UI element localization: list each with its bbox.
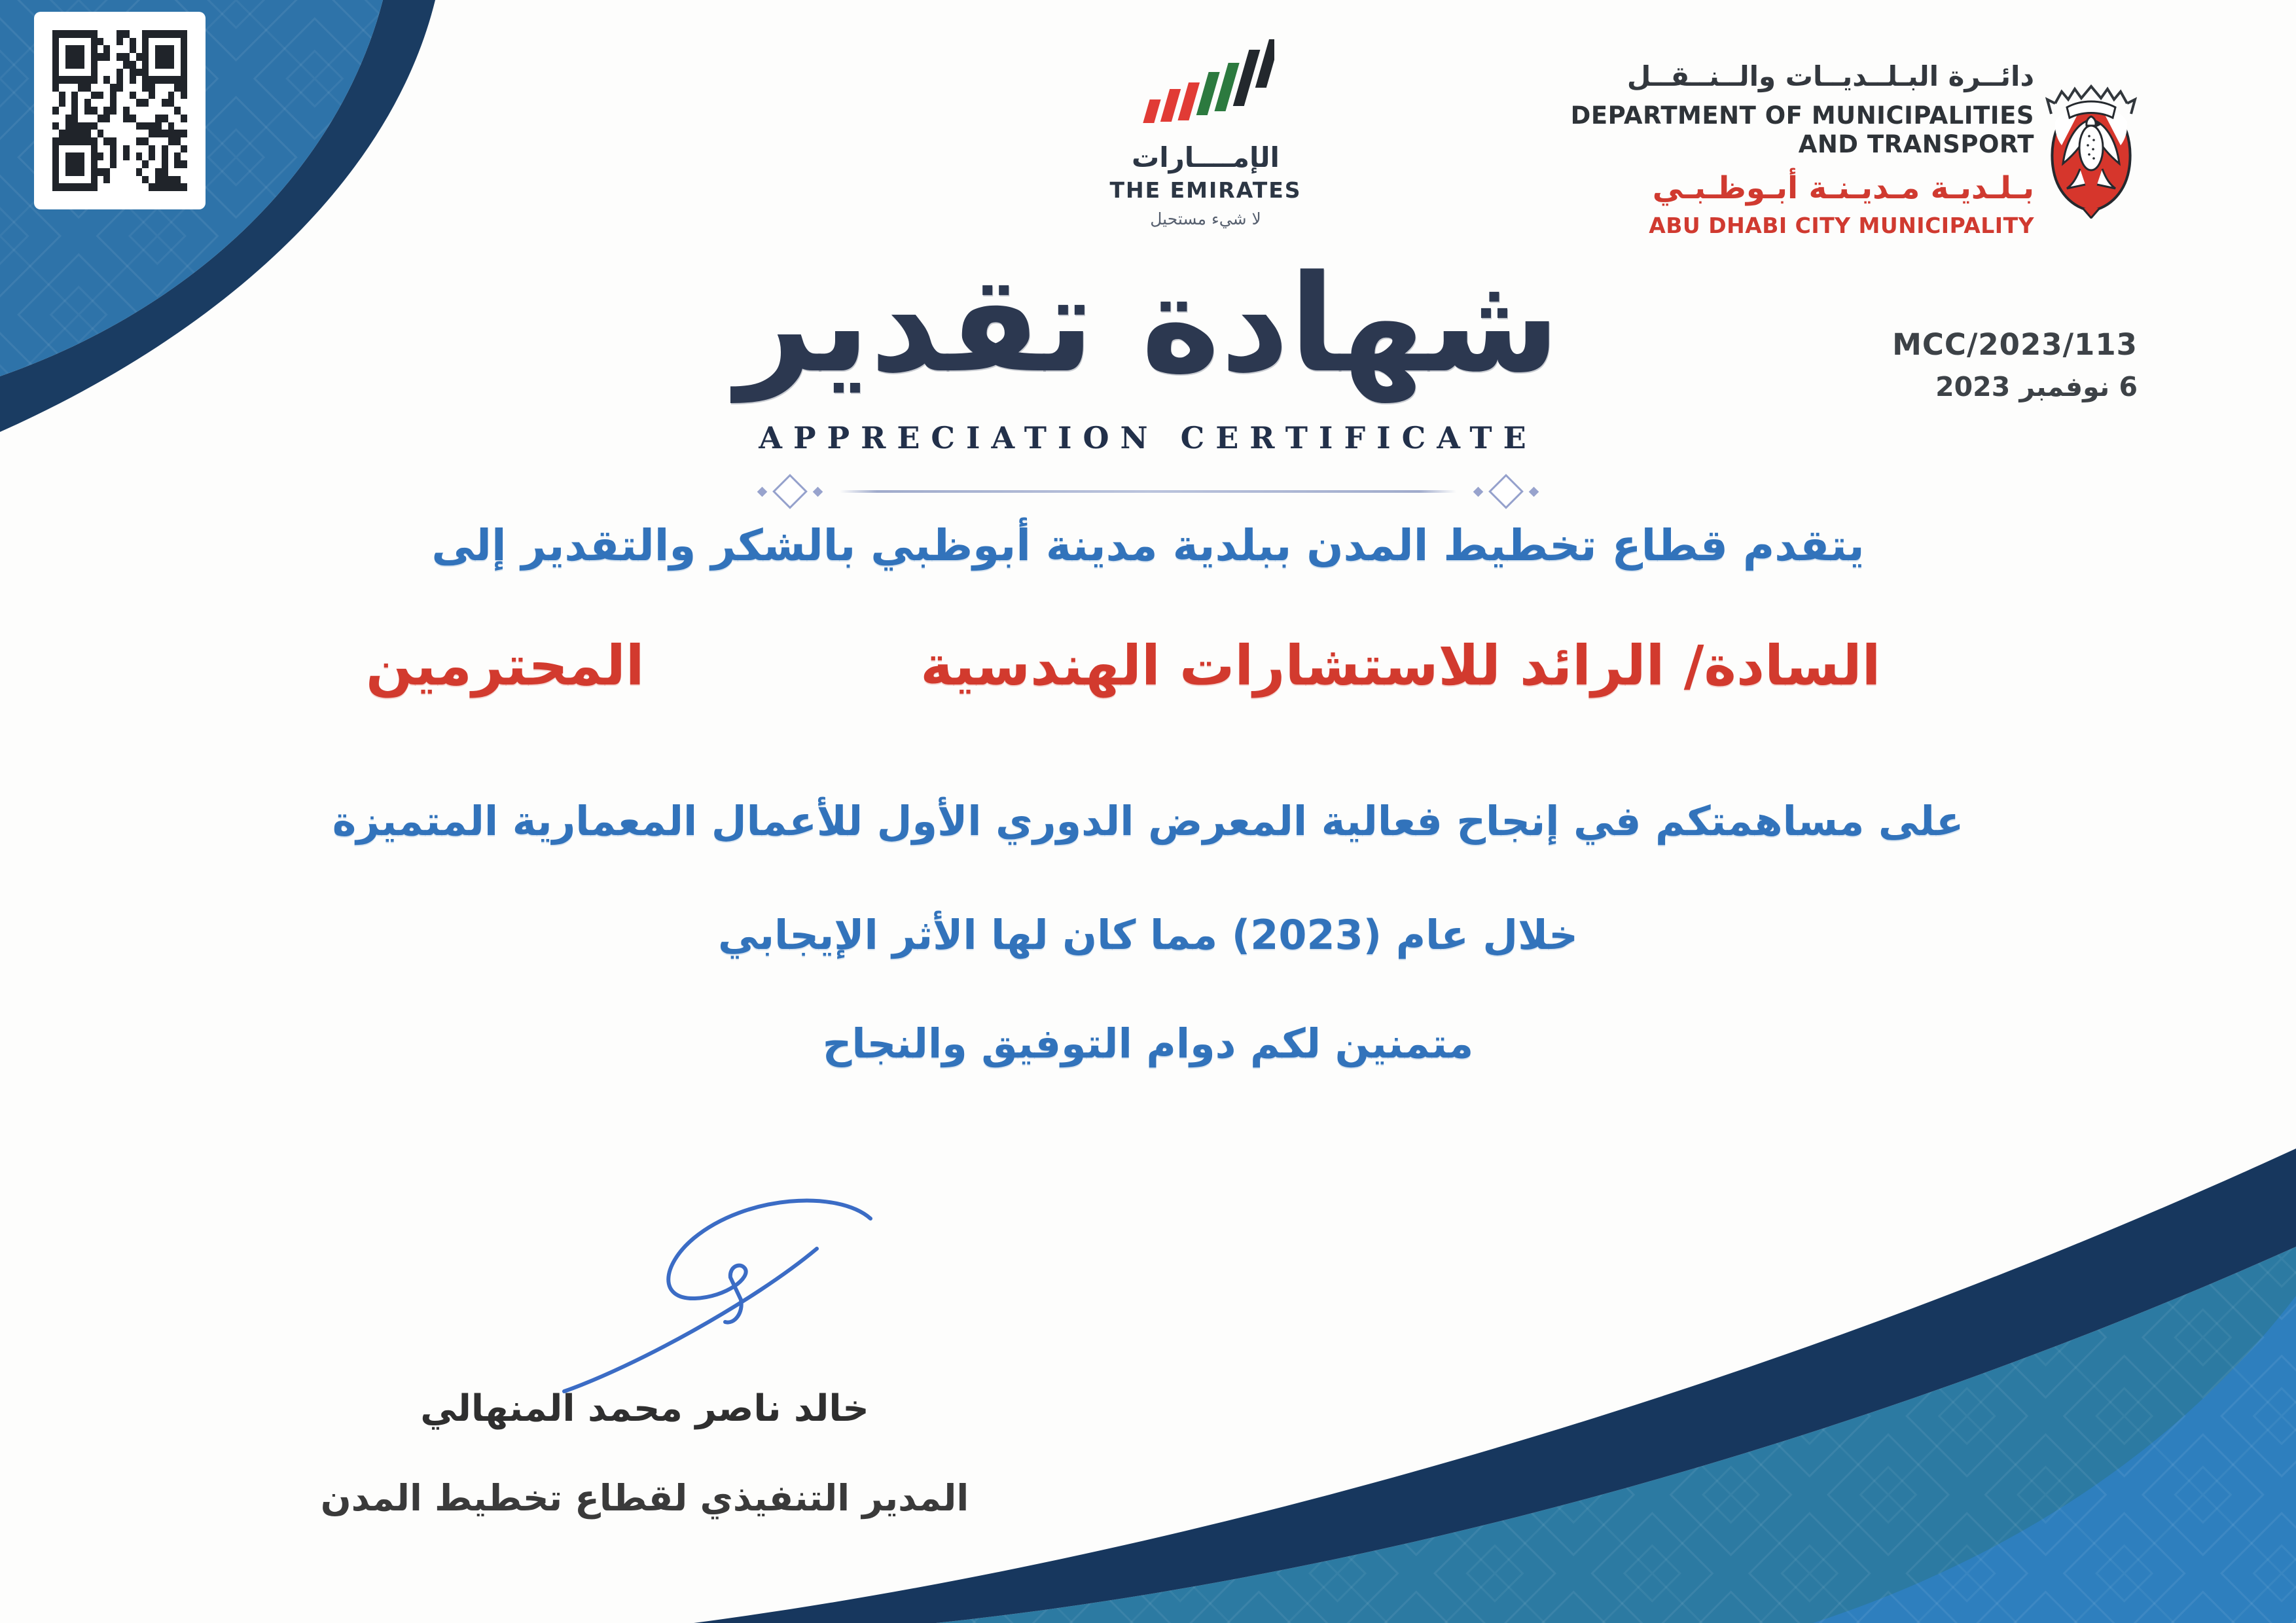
recipient-honorific: المحترمين	[365, 633, 645, 698]
issue-date: 6 نوفمبر 2023	[1935, 371, 2138, 402]
emirates-arabic-label: الإمــــارات	[1132, 141, 1280, 173]
intro-line: يتقدم قطاع تخطيط المدن ببلدية مدينة أبوظبي بالشكر والتقدير إلى	[431, 520, 1865, 571]
municipality-arabic-name: بـلـديـة مـديـنـة أبـوظـبـي	[1652, 170, 2034, 207]
certificate-title-english: APPRECIATION CERTIFICATE	[759, 420, 1537, 456]
dmt-english-name	[1537, 101, 2034, 158]
emirates-nation-brand-logo	[1094, 39, 1317, 228]
reference-number: MCC/2023/113	[1892, 327, 2138, 362]
qr-code	[34, 12, 206, 209]
bottom-right-wave	[694, 1149, 2296, 1623]
emirates-tagline: لا شيء مستحيل	[1150, 209, 1261, 228]
qr-code-modules	[52, 30, 187, 191]
diamond-dot-icon	[1473, 486, 1484, 497]
emirates-english-label: THE EMIRATES	[1109, 177, 1302, 203]
signatory-block	[187, 1387, 1103, 1519]
diamond-outline-icon	[1488, 474, 1524, 509]
abu-dhabi-emblem-icon	[2042, 80, 2140, 219]
divider-line	[840, 490, 1456, 493]
diamond-dot-icon	[757, 486, 768, 497]
diamond-dot-icon	[813, 486, 823, 497]
signature-scribble	[530, 1178, 897, 1400]
emirates-stripes-icon	[1137, 39, 1274, 137]
dmt-arabic-name: دائــرة البـلــديــات والــنــقــل	[1626, 60, 2034, 92]
body-line-2: خلال عام (2023) مما كان لها الأثر الإيجابي	[718, 911, 1578, 959]
dmt-english-line1: DEPARTMENT OF MUNICIPALITIES	[1570, 101, 2034, 130]
body-line-3: متمنين لكم دوام التوفيق والنجاح	[822, 1020, 1474, 1067]
dmt-english-line2: AND TRANSPORT	[1798, 130, 2034, 158]
reference-block	[1892, 327, 2138, 402]
certificate-title-arabic: شهادة تقدير	[736, 247, 1560, 402]
municipality-english-name: ABU DHABI CITY MUNICIPALITY	[1649, 213, 2034, 239]
diamond-outline-icon	[772, 474, 808, 509]
signatory-title: المدير التنفيذي لقطاع تخطيط المدن	[320, 1477, 969, 1519]
dmt-logo-text	[1537, 60, 2034, 238]
recipient-row	[0, 633, 2296, 732]
signatory-name: خالد ناصر محمد المنهالي	[420, 1387, 869, 1430]
body-line-1: على مساهمتكم في إنجاح فعالية المعرض الدوري الأول للأعمال المعمارية المتميزة	[332, 797, 1964, 845]
ornamental-divider	[759, 479, 1537, 504]
diamond-dot-icon	[1529, 486, 1539, 497]
recipient-name: السادة/ الرائد للاستشارات الهندسية	[920, 633, 1881, 698]
